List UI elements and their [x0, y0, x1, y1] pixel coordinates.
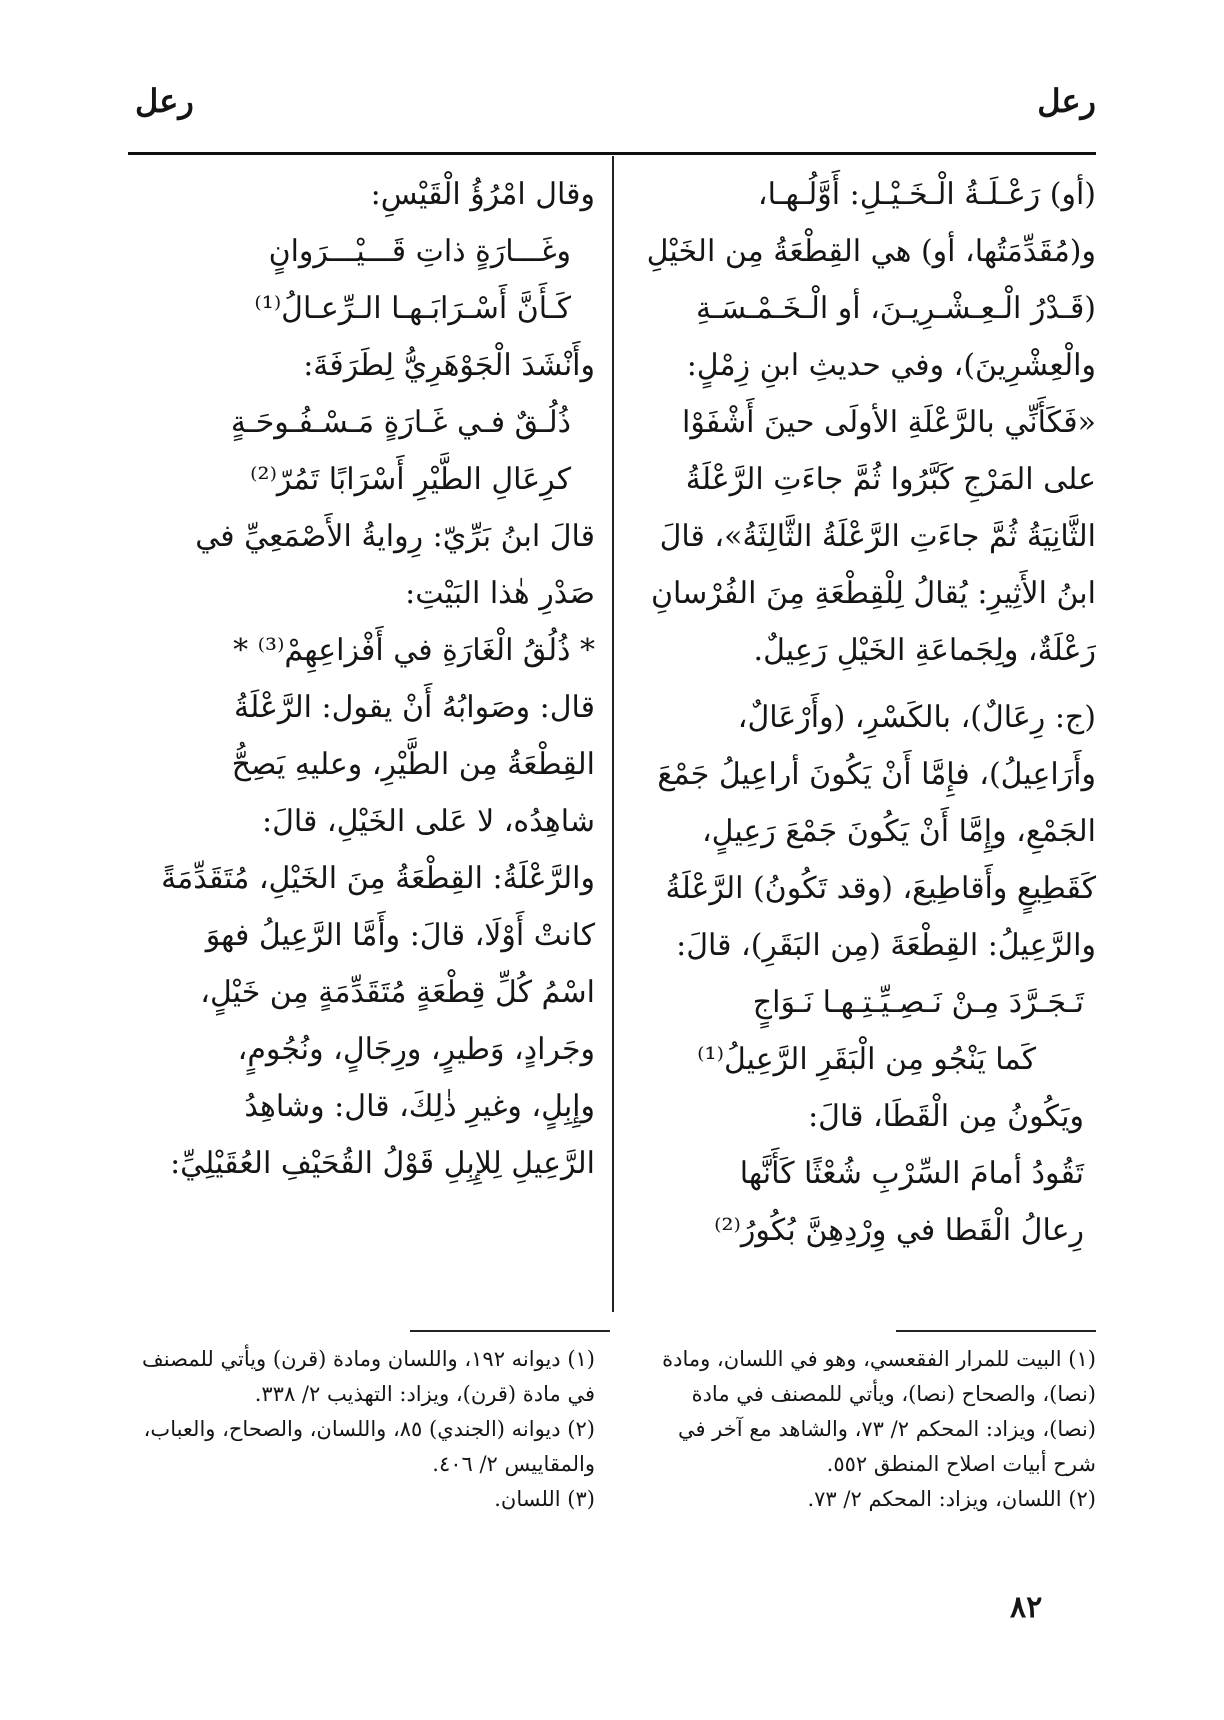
footnote-rule-right — [896, 1330, 1096, 1332]
verse-line: تَقُودُ أمامَ السِّرْبِ شُعْثًا كَأَنَّها — [739, 1156, 1084, 1191]
footnotes-left — [135, 1342, 595, 1517]
text-line: اسْمُ كُلِّ قِطْعَةٍ مُتَقَدِّمَةٍ مِن خَيْلٍ، — [200, 975, 595, 1010]
footnote: (٢) ديوانه (الجندي) ٨٥، واللسان، والصحاح، والعباب، والمقاييس ٢/ ٤٠٦. — [143, 1417, 595, 1476]
text-line: (أو) رَعْـلَـةُ الْـخَـيْـلِ: أَوَّلُـهـا، — [757, 177, 1096, 212]
text-line: الثَّانِيَةُ ثُمَّ جاءَتِ الرَّعْلَةُ الثَّالِثَةُ»، قالَ — [659, 519, 1096, 554]
text-line: القِطْعَةُ مِن الطَّيْرِ، وعليهِ يَصِحُّ — [231, 747, 595, 782]
verse-line: كَما يَنْجُو مِن الْبَقَرِ الرَّعِيلُ⁽¹⁾ — [697, 1042, 1036, 1077]
footnote: (٣) اللسان. — [494, 1487, 595, 1511]
text-line: وأَرَاعِيلُ)، فإِمَّا أَنْ يَكُونَ أراعِيلُ جَمْعَ — [657, 757, 1096, 792]
verse-line: وغَـــارَةٍ ذاتِ قَـــيْـــرَوانٍ — [268, 234, 571, 269]
text-line: ويَكُونُ مِن الْقَطَا، قالَ: — [808, 1099, 1084, 1134]
verse-line: * ذُلُقُ الْغَارَةِ في أَفْزاعِهِمْ⁽³⁾ * — [233, 633, 595, 668]
text-line: الرَّعِيلِ لِلإِبِلِ قَوْلُ القُحَيْفِ العُقَيْلِيِّ: — [170, 1146, 595, 1181]
text-line: والْعِشْرِينَ)، وفي حديثِ ابنِ زِمْلٍ: — [686, 348, 1096, 383]
footnotes-right — [636, 1342, 1096, 1517]
text-line: قال: وصَوابُهُ أَنْ يقول: الرَّعْلَةُ — [234, 690, 595, 725]
text-line: الجَمْعِ، وإِمَّا أَنْ يَكُونَ جَمْعَ رَعِيلٍ، — [701, 814, 1096, 849]
verse-line: رِعالُ الْقَطا في وِرْدِهِنَّ بُكُورُ⁽²⁾ — [714, 1213, 1084, 1248]
text-line: رَعْلَةٌ، ولِجَماعَةِ الخَيْلِ رَعِيلٌ. — [753, 633, 1096, 668]
left-column — [135, 166, 595, 1192]
verse-line: كَـأَنَّ أَسْـرَابَـهـا الـرِّعـالُ⁽¹⁾ — [254, 291, 571, 326]
footnote-rule-left — [410, 1330, 610, 1332]
header-rule — [128, 152, 1096, 155]
text-line: (قَـدْرُ الْـعِـشْـرِيـنَ، أو الْـخَـمْـسَـةِ — [696, 291, 1096, 326]
text-line: على المَرْجِ كَبَّرُوا ثُمَّ جاءَتِ الرَّعْلَةُ — [685, 462, 1096, 497]
text-line: والرَّعِيلُ: القِطْعَةَ (مِن البَقَرِ)، قالَ: — [676, 928, 1096, 963]
text-line: كَقَطِيعٍ وأَقاطِيعَ، (وقد تَكُونُ) الرَّعْلَةُ — [665, 871, 1096, 906]
footnote: (١) البيت للمرار الفقعسي، وهو في اللسان، ومادة (نصا)، والصحاح (نصا)، ويأتي للمصنف في مادة (نصا)، ويزاد: المحكم ٢/ ٧٣، والشاهد مع آخر في شرح أبيات اصلاح المنطق ٥٥٢. — [662, 1347, 1096, 1476]
text-line: وقال امْرُؤُ الْقَيْسِ: — [370, 177, 595, 212]
text-line: و(مُقَدِّمَتُها، أو) هي القِطْعَةُ مِن الخَيْلِ — [646, 234, 1096, 269]
page-number: ٨٢ — [1010, 1590, 1043, 1625]
text-line: والرَّعْلَةُ: القِطْعَةُ مِنَ الخَيْلِ، مُتَقَدِّمَةً — [161, 861, 595, 896]
text-line: قالَ ابنُ بَرِّيّ: رِوايةُ الأَصْمَعِيِّ في — [195, 519, 595, 554]
text-line: كانتْ أَوْلَا، قالَ: وأَمَّا الرَّعِيلُ فهوَ — [205, 918, 595, 953]
footnote: (١) ديوانه ١٩٢، واللسان ومادة (قرن) ويأتي للمصنف في مادة (قرن)، ويزاد: التهذيب ٢/ ٣٣٨. — [142, 1347, 595, 1406]
running-header-left: رعل — [135, 82, 194, 120]
running-header-right: رعل — [1037, 82, 1096, 120]
footnote: (٢) اللسان، ويزاد: المحكم ٢/ ٧٣. — [807, 1487, 1096, 1511]
text-line: (ج: رِعَالٌ)، بالكَسْرِ، (وأَرْعَالٌ، — [737, 700, 1096, 735]
verse-line: كرِعَالِ الطَّيْرِ أَسْرَابًا تَمُرّ⁽²⁾ — [250, 462, 571, 497]
text-line: ابنُ الأَثِيرِ: يُقالُ لِلْقِطْعَةِ مِنَ الفُرْسانِ — [650, 576, 1096, 611]
column-divider — [612, 156, 614, 1312]
text-line: «فَكَأَنِّي بالرَّعْلَةِ الأولَى حينَ أَشْفَوْا — [682, 405, 1096, 440]
text-line: وإِبِلٍ، وغيرِ ذٰلِكَ، قال: وشاهِدُ — [244, 1089, 595, 1124]
text-line: شاهِدُه، لا عَلى الخَيْلِ، قالَ: — [261, 804, 595, 839]
text-line: صَدْرِ هٰذا البَيْتِ: — [405, 576, 595, 611]
verse-line: تَـجَـرَّدَ مِـنْ نَـصِـيِّـتِـهـا نَـوَاجٍ — [752, 985, 1084, 1020]
text-line: وجَرادٍ، وَطيرٍ، ورِجَالٍ، ونُجُومٍ، — [237, 1032, 595, 1067]
text-line: وأَنْشَدَ الْجَوْهَرِيُّ لِطَرَفَةَ: — [303, 348, 595, 383]
right-column — [636, 166, 1096, 1259]
verse-line: ذُلُـقٌ فـي غَـارَةٍ مَـسْـفُـوحَـةٍ — [230, 405, 571, 440]
